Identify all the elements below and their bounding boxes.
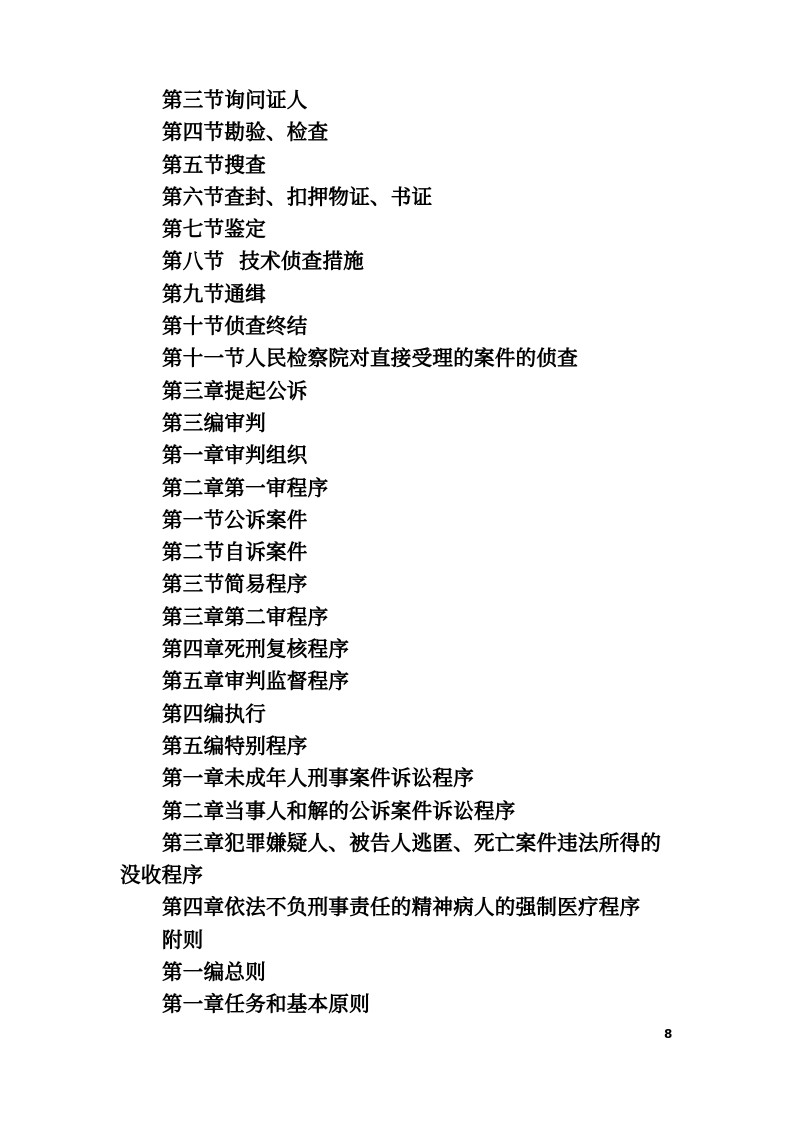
toc-line: 第四章死刑复核程序 xyxy=(162,637,350,662)
toc-line: 附则 xyxy=(162,927,204,952)
toc-line: 第二章第一审程序 xyxy=(162,475,329,500)
toc-line: 第九节通缉 xyxy=(162,281,266,306)
toc-line: 第四节勘验、检查 xyxy=(162,120,329,145)
toc-line: 第五章审判监督程序 xyxy=(162,669,350,694)
toc-line: 第五节搜查 xyxy=(162,152,266,177)
toc-line: 第七节鉴定 xyxy=(162,217,266,242)
toc-line: 第三节询问证人 xyxy=(162,88,308,112)
toc-line: 第一章任务和基本原则 xyxy=(162,992,370,1017)
toc-line: 第一编总则 xyxy=(162,960,266,985)
toc-line: 第十节侦查终结 xyxy=(162,314,308,339)
toc-line: 第八节 技术侦查措施 xyxy=(162,249,365,274)
toc-line: 第三章犯罪嫌疑人、被告人逃匿、死亡案件违法所得的 xyxy=(162,830,662,855)
toc-line: 第三章提起公诉 xyxy=(162,378,308,403)
toc-line-continuation: 没收程序 xyxy=(120,863,204,888)
toc-line: 第十一节人民检察院对直接受理的案件的侦查 xyxy=(162,346,578,371)
toc-line: 第一节公诉案件 xyxy=(162,507,308,532)
toc-line: 第二章当事人和解的公诉案件诉讼程序 xyxy=(162,798,516,823)
page-number: 8 xyxy=(664,1027,673,1041)
toc-line: 第二节自诉案件 xyxy=(162,540,308,565)
toc-line: 第三章第二审程序 xyxy=(162,604,329,629)
toc-line: 第三编审判 xyxy=(162,410,266,435)
toc-line: 第三节简易程序 xyxy=(162,572,308,597)
table-of-contents xyxy=(120,84,690,1021)
toc-line: 第四编执行 xyxy=(162,701,266,726)
toc-line: 第五编特别程序 xyxy=(162,733,308,758)
toc-line: 第四章依法不负刑事责任的精神病人的强制医疗程序 xyxy=(162,895,641,920)
toc-line: 第一章未成年人刑事案件诉讼程序 xyxy=(162,766,474,791)
toc-line: 第一章审判组织 xyxy=(162,443,308,468)
toc-line: 第六节查封、扣押物证、书证 xyxy=(162,184,433,209)
